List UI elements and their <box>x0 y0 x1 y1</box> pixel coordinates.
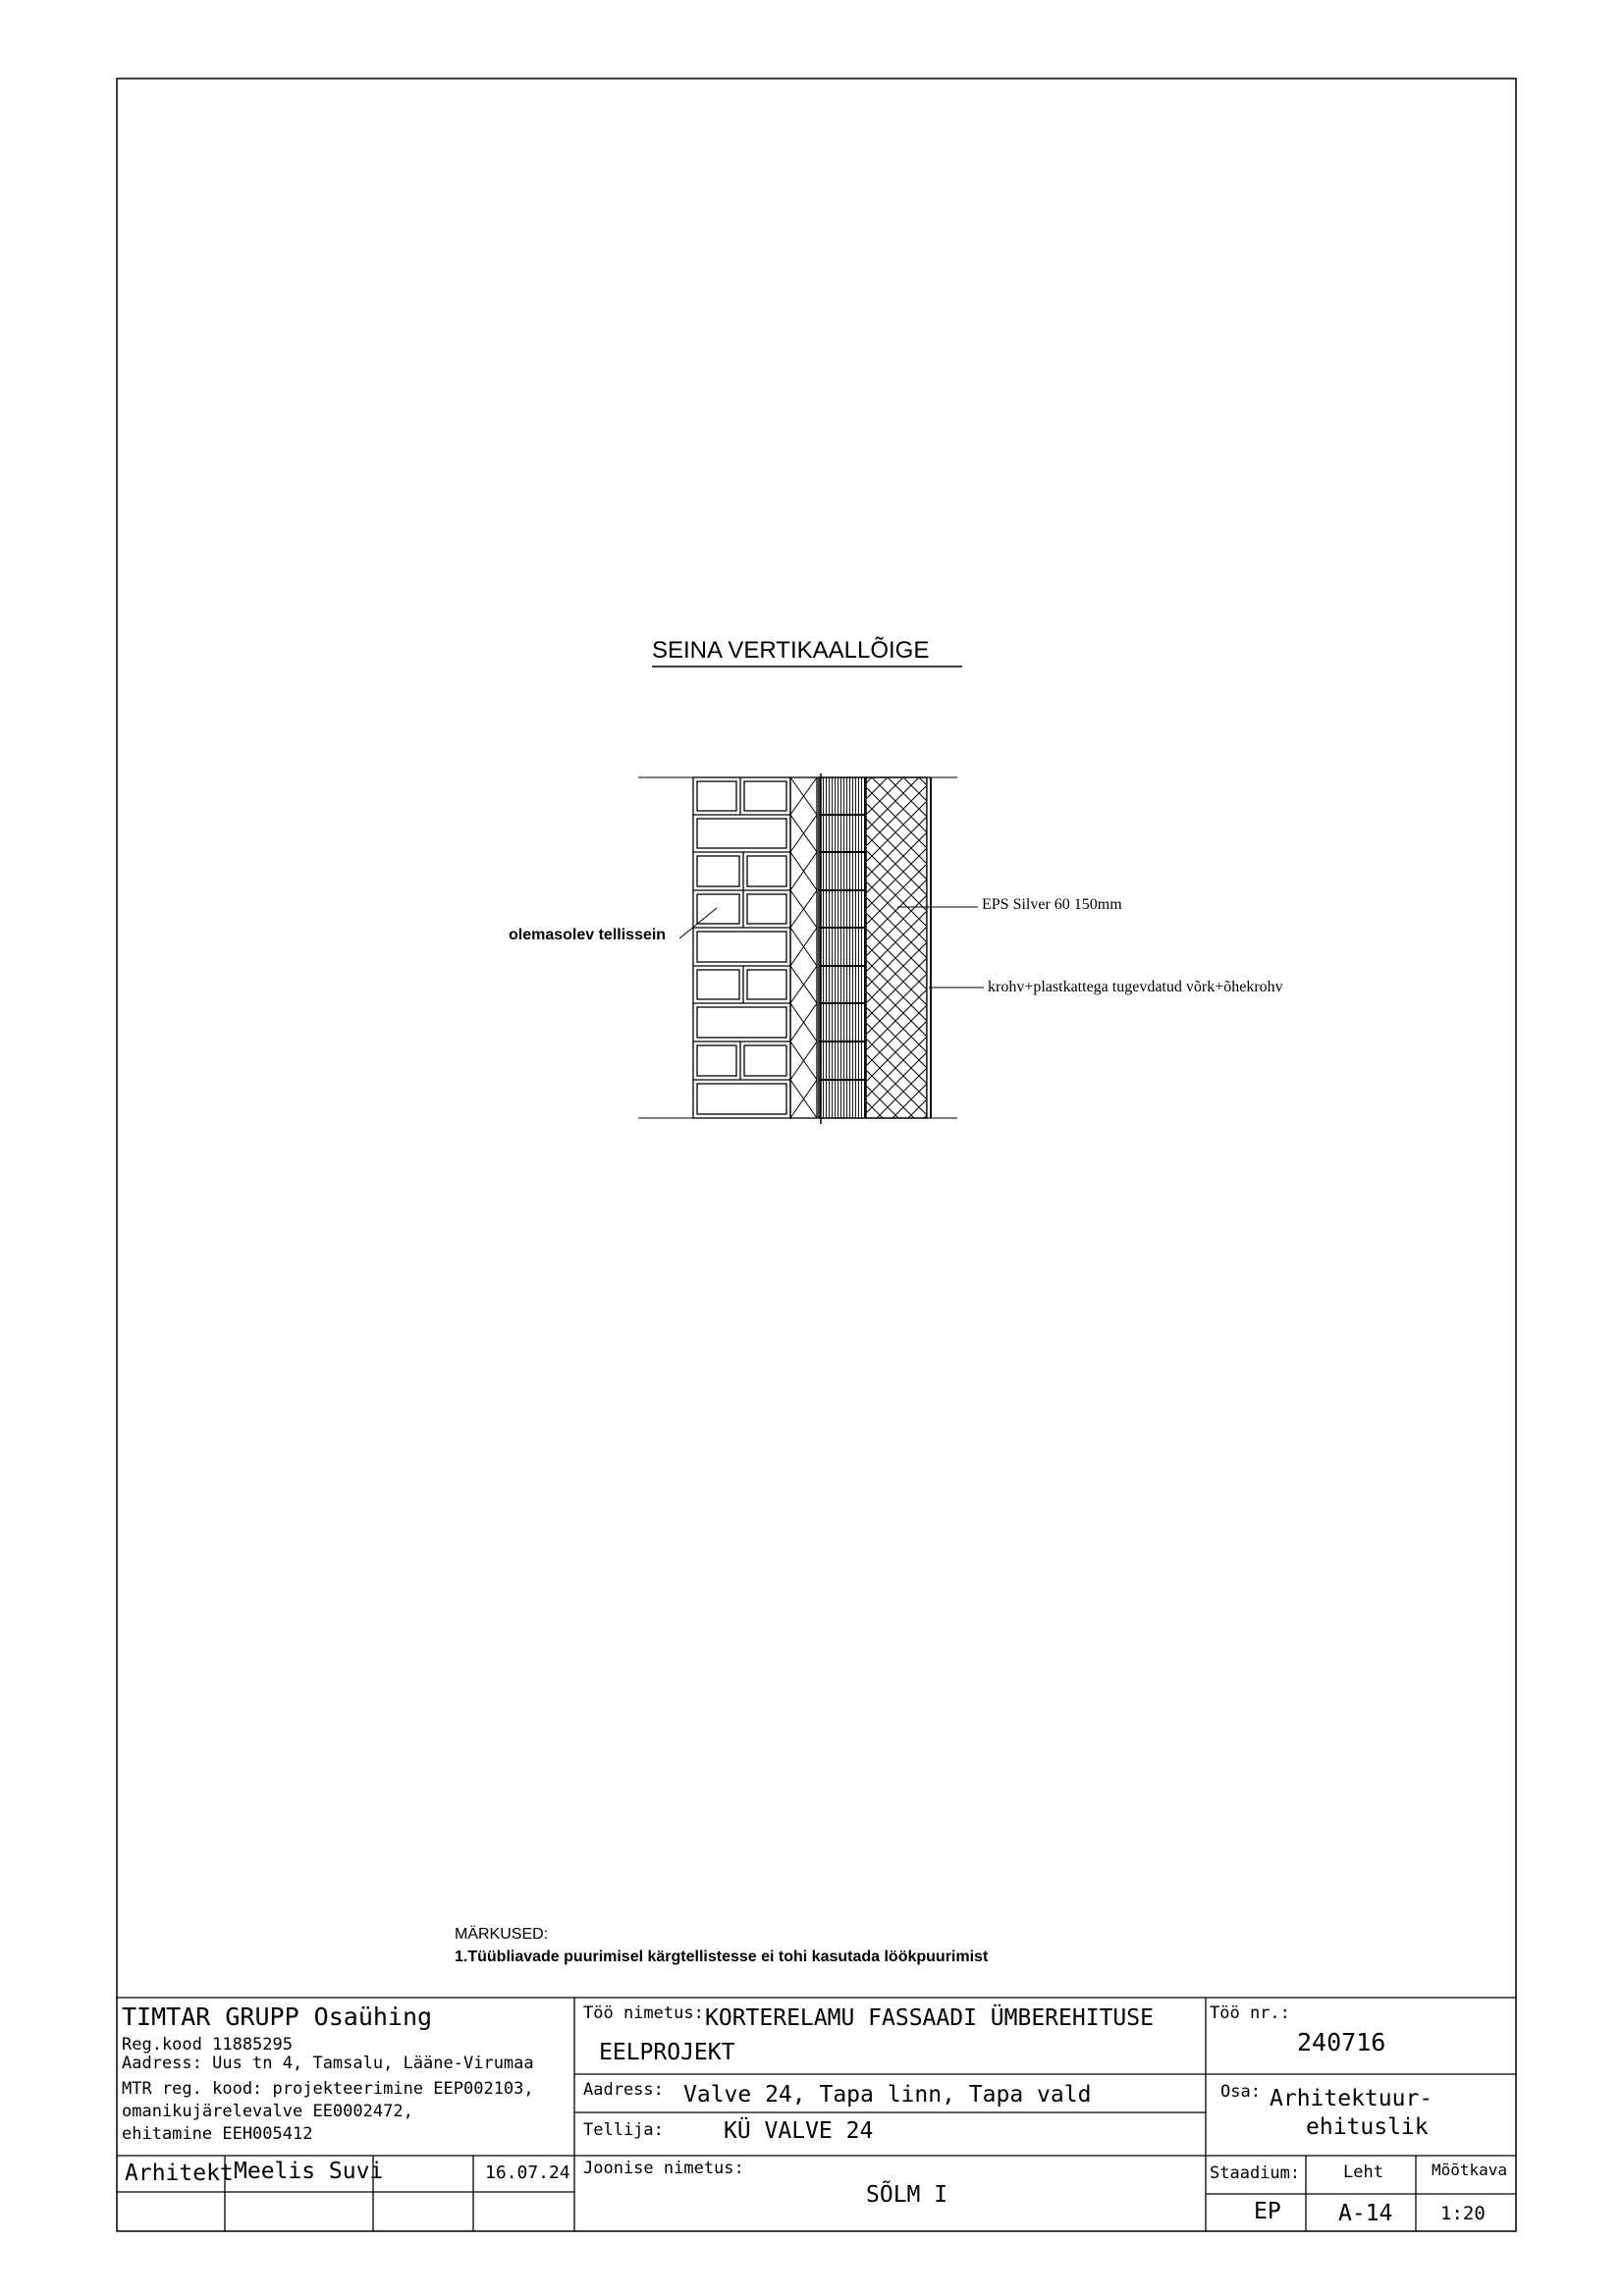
address-value: Valve 24, Tapa linn, Tapa vald <box>683 2082 1092 2108</box>
role: Arhitekt <box>125 2161 234 2186</box>
drawing-title: SEINA VERTIKAALLÕIGE <box>652 637 930 664</box>
client-value: KÜ VALVE 24 <box>724 2118 874 2144</box>
notes-item: 1.Tüübliavade puurimisel kärgtellistesse ei tohi kasutada löökpuurimist <box>455 1949 989 1965</box>
render-layer <box>927 777 931 1118</box>
section-value-2: ehituslik <box>1306 2114 1429 2140</box>
section-label: Osa: <box>1220 2082 1261 2102</box>
work-no-label: Töö nr.: <box>1210 2003 1290 2023</box>
company-mtr-1: MTR reg. kood: projekteerimine EEP002103, <box>122 2079 534 2099</box>
sheet-frame <box>117 79 1516 2231</box>
company-name: TIMTAR GRUPP Osaühing <box>122 2002 433 2031</box>
wall-section <box>638 774 984 1124</box>
sheet-number: A-14 <box>1338 2201 1393 2226</box>
notes-heading: MÄRKUSED: <box>455 1926 549 1943</box>
date: 16.07.24 <box>485 2163 570 2183</box>
address-label: Aadress: <box>583 2080 664 2100</box>
drawing-name: SÕLM I <box>866 2182 948 2208</box>
drawing-name-label: Joonise nimetus: <box>583 2159 744 2178</box>
work-name-line-1: KORTERELAMU FASSAADI ÜMBEREHITUSE <box>705 2005 1154 2031</box>
scale-label: Mõõtkava <box>1432 2161 1508 2179</box>
company-mtr-2: omanikujärelevalve EE0002472, <box>122 2102 413 2121</box>
brick-wall-label: olemasolev tellissein <box>509 927 667 943</box>
client-label: Tellija: <box>583 2120 664 2140</box>
company-reg: Reg.kood 11885295 <box>122 2035 293 2055</box>
render-label: krohv+plastkattega tugevdatud võrk+õhekrohv <box>988 979 1283 995</box>
company-mtr-3: ehitamine EEH005412 <box>122 2124 313 2144</box>
person-name: Meelis Suvi <box>234 2159 384 2184</box>
work-name-label: Töö nimetus: <box>583 2003 704 2023</box>
company-address: Aadress: Uus tn 4, Tamsalu, Lääne-Virumaa <box>122 2054 534 2073</box>
brick-wall <box>693 777 790 1118</box>
eps-label: EPS Silver 60 150mm <box>982 896 1122 913</box>
hatched-cladding <box>819 774 865 1124</box>
filler-layer <box>790 777 817 1118</box>
scale: 1:20 <box>1440 2203 1486 2224</box>
eps-insulation <box>866 777 927 1118</box>
section-value-1: Arhitektuur- <box>1270 2086 1434 2111</box>
stage: EP <box>1254 2199 1281 2224</box>
work-no: 240716 <box>1297 2028 1386 2056</box>
work-name-line-2: EELPROJEKT <box>599 2040 735 2065</box>
stage-label: Staadium: <box>1210 2163 1301 2183</box>
sheet-label: Leht <box>1343 2163 1383 2182</box>
